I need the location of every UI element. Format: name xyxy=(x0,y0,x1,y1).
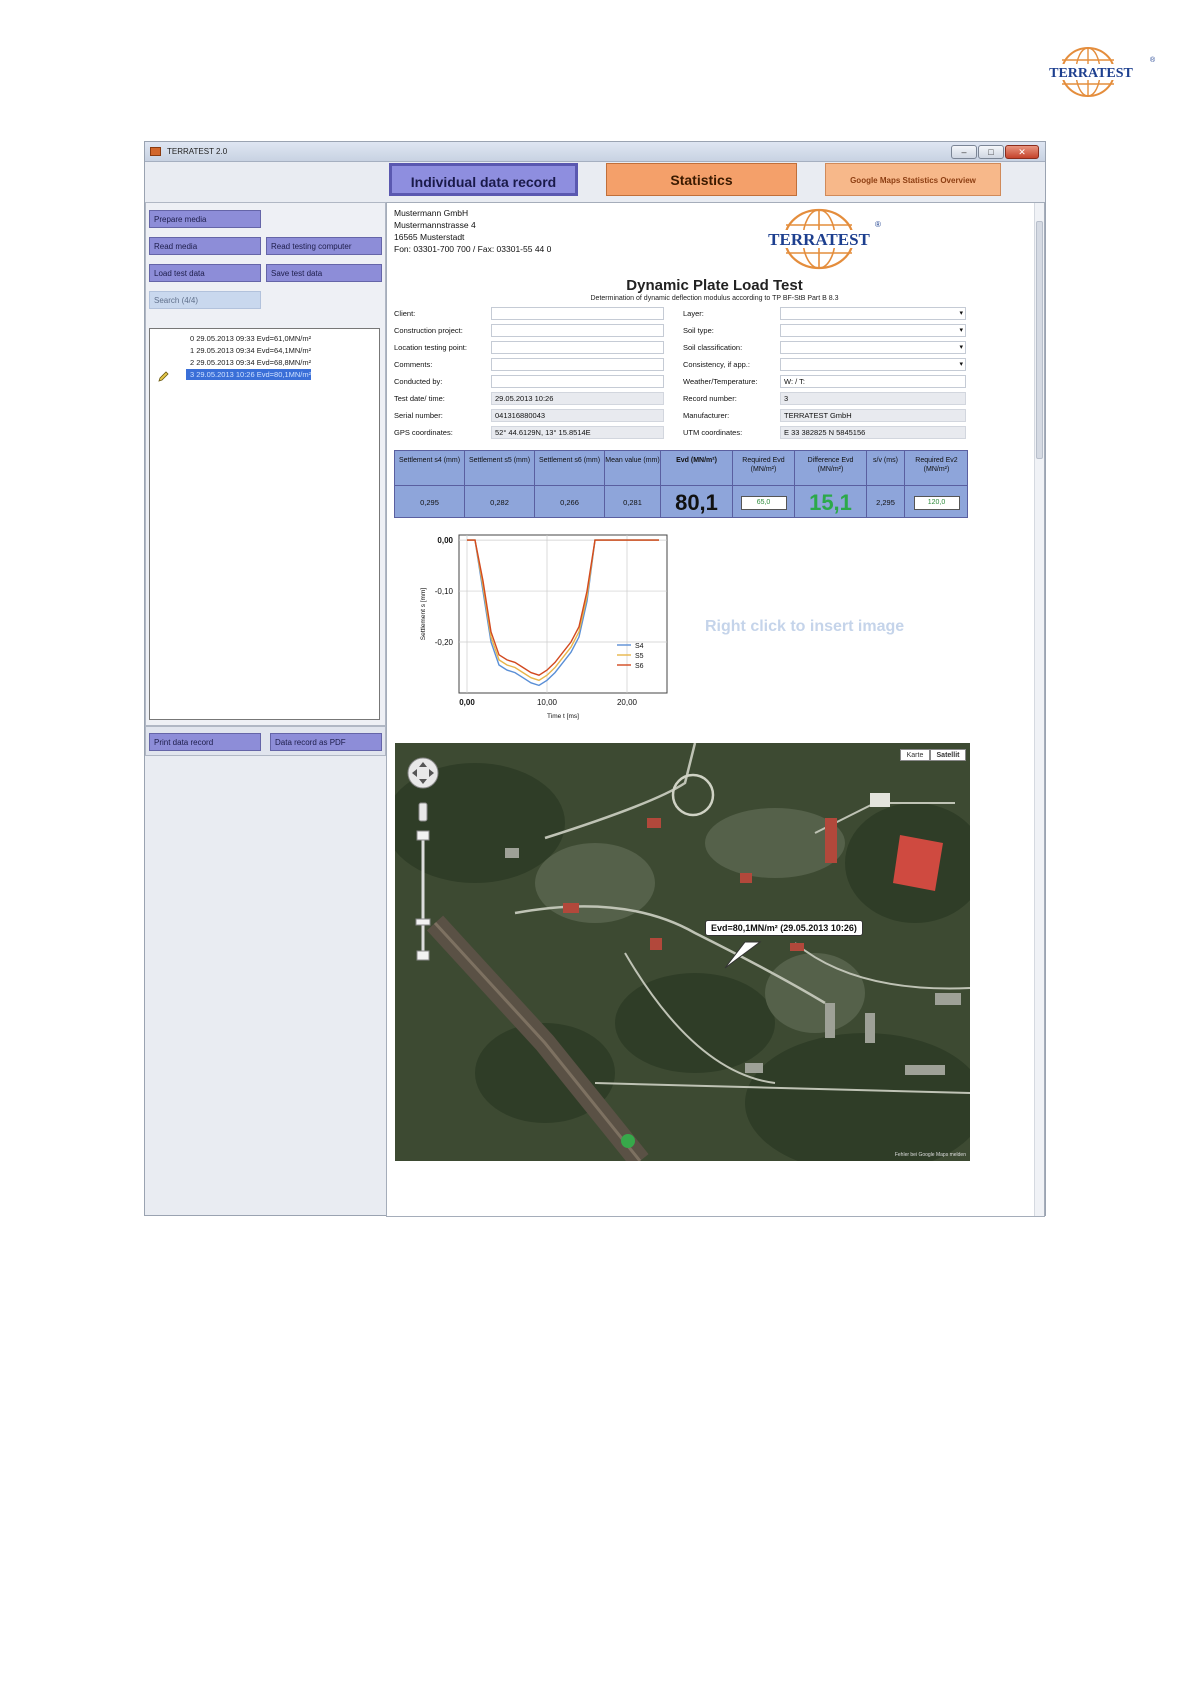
header-required-ev2: Required Ev2 (MN/m²) xyxy=(915,457,958,473)
window-title: TERRATEST 2.0 xyxy=(167,147,228,156)
map-error-report-link[interactable]: Fehler bei Google Maps melden xyxy=(894,1152,966,1158)
legend-label: S4 xyxy=(635,643,644,650)
list-item[interactable]: 2 29.05.2013 09:34 Evd=68,8MN/m² xyxy=(190,358,312,367)
map-type-map-button[interactable]: Karte xyxy=(900,749,930,761)
load-test-data-button[interactable]: Load test data xyxy=(149,264,261,282)
registered-mark: ® xyxy=(1150,57,1156,64)
chevron-down-icon: ▾ xyxy=(959,327,963,334)
field-label: Serial number: xyxy=(394,411,443,420)
record-panel xyxy=(386,202,1045,1217)
value-difference-evd: 15,1 xyxy=(795,485,867,518)
consistency-select[interactable] xyxy=(780,358,966,371)
record-logo-registered: ® xyxy=(875,220,881,229)
soil-type-select[interactable] xyxy=(780,324,966,337)
map-marker-icon[interactable] xyxy=(621,1134,635,1148)
y-tick-label: 0,00 xyxy=(437,536,453,546)
maximize-button[interactable]: □ xyxy=(978,145,1004,159)
read-testing-computer-button[interactable]: Read testing computer xyxy=(266,237,382,255)
location-testing-point-field[interactable] xyxy=(491,341,664,354)
y-tick-label: -0,20 xyxy=(434,638,453,648)
legend-label: S5 xyxy=(635,653,644,660)
field-label: Conducted by: xyxy=(394,377,443,386)
brand-name-text: TERRATEST xyxy=(1049,66,1133,81)
list-item[interactable]: 1 29.05.2013 09:34 Evd=64,1MN/m² xyxy=(190,346,312,355)
record-logo-text: TERRATEST xyxy=(768,230,870,249)
header-settlement-s5: Settlement s5 (mm) xyxy=(465,451,535,485)
tab-individual-data-record[interactable]: Individual data record xyxy=(389,163,578,196)
value-required-ev2-cell xyxy=(905,485,968,518)
field-label: GPS coordinates: xyxy=(394,428,453,437)
gps-coordinates-field: 52° 44.6129N, 13° 15.8514E xyxy=(491,426,664,439)
terratest-logo xyxy=(1040,46,1160,98)
header-difference-evd: Difference Evd (MN/m²) xyxy=(795,451,867,485)
window-titlebar xyxy=(145,142,1045,162)
insert-image-hint[interactable]: Right click to insert image xyxy=(705,618,905,635)
field-label: UTM coordinates: xyxy=(683,428,743,437)
record-title: Dynamic Plate Load Test xyxy=(626,277,803,294)
utm-coordinates-field: E 33 382825 N 5845156 xyxy=(780,426,966,439)
header-evd: Evd (MN/m²) xyxy=(661,451,733,485)
search-button[interactable]: Search (4/4) xyxy=(149,291,261,309)
x-tick-label: 0,00 xyxy=(459,698,475,707)
legend-label: S6 xyxy=(635,663,644,670)
soil-classification-select[interactable] xyxy=(780,341,966,354)
test-date-time-field: 29.05.2013 10:26 xyxy=(491,392,664,405)
comments-field[interactable] xyxy=(491,358,664,371)
field-label: Client: xyxy=(394,309,416,318)
value-settlement-s5: 0,282 xyxy=(465,485,535,518)
weather-temperature-field[interactable]: W: / T: xyxy=(780,375,966,388)
serial-number-field: 041316880043 xyxy=(491,409,664,422)
close-button[interactable]: ✕ xyxy=(1005,145,1039,159)
header-settlement-s4: Settlement s4 (mm) xyxy=(395,451,465,485)
app-window xyxy=(144,141,1046,1216)
layer-select[interactable] xyxy=(780,307,966,320)
chevron-down-icon: ▾ xyxy=(959,310,963,317)
header-s-v: s/v (ms) xyxy=(867,451,905,485)
vertical-scrollbar[interactable] xyxy=(1034,203,1044,1216)
company-name: Mustermann GmbH xyxy=(394,208,469,218)
value-s-v: 2,295 xyxy=(867,485,905,518)
record-number-field: 3 xyxy=(780,392,966,405)
save-test-data-button[interactable]: Save test data xyxy=(266,264,382,282)
chevron-down-icon: ▾ xyxy=(959,361,963,368)
value-settlement-s6: 0,266 xyxy=(535,485,605,518)
x-axis-label: Time t [ms] xyxy=(547,713,579,720)
list-item[interactable]: 0 29.05.2013 09:33 Evd=61,0MN/m² xyxy=(190,334,312,343)
app-icon xyxy=(150,147,161,156)
tab-statistics[interactable]: Statistics xyxy=(606,163,797,196)
company-street: Mustermannstrasse 4 xyxy=(394,220,476,230)
field-label: Test date/ time: xyxy=(394,394,445,403)
chevron-down-icon: ▾ xyxy=(959,344,963,351)
print-data-record-button[interactable]: Print data record xyxy=(149,733,261,751)
conducted-by-field[interactable] xyxy=(491,375,664,388)
value-settlement-s4: 0,295 xyxy=(395,485,465,518)
minimize-button[interactable]: – xyxy=(951,145,977,159)
value-mean: 0,281 xyxy=(605,485,661,518)
map-imagery xyxy=(395,743,970,1161)
field-label: Consistency, if app.: xyxy=(683,360,750,369)
scrollbar-thumb[interactable] xyxy=(1036,221,1043,459)
value-evd: 80,1 xyxy=(661,485,733,518)
sidebar-footer xyxy=(145,726,386,756)
required-evd-input[interactable]: 65,0 xyxy=(741,496,787,510)
y-tick-label: -0,10 xyxy=(434,587,453,597)
x-tick-label: 10,00 xyxy=(536,698,558,707)
map-streetview-icon[interactable] xyxy=(419,803,427,821)
field-label: Weather/Temperature: xyxy=(683,377,758,386)
zoom-in-button[interactable] xyxy=(417,831,429,840)
value-required-evd-cell xyxy=(733,485,795,518)
data-record-list[interactable] xyxy=(149,328,380,720)
map-type-satellite-button[interactable]: Satellit xyxy=(930,749,966,761)
tab-google-maps-statistics[interactable]: Google Maps Statistics Overview xyxy=(825,163,1001,196)
field-label: Construction project: xyxy=(394,326,463,335)
record-terratest-logo xyxy=(759,207,887,270)
field-label: Layer: xyxy=(683,309,704,318)
zoom-out-button[interactable] xyxy=(417,951,429,960)
field-label: Soil type: xyxy=(683,326,714,335)
record-subtitle: Determination of dynamic deflection modulus according to TP BF-StB Part B 8.3 xyxy=(590,295,839,302)
required-ev2-input[interactable]: 120,0 xyxy=(914,496,960,510)
construction-project-field[interactable] xyxy=(491,324,664,337)
results-table xyxy=(394,450,968,518)
header-required-evd: Required Evd (MN/m²) xyxy=(733,451,795,485)
client-field[interactable] xyxy=(491,307,664,320)
header-settlement-s6: Settlement s6 (mm) xyxy=(535,451,605,485)
field-label: Record number: xyxy=(683,394,737,403)
zoom-slider-thumb[interactable] xyxy=(416,919,430,925)
company-contact: Fon: 03301-700 700 / Fax: 03301-55 44 0 xyxy=(394,244,552,254)
map-info-callout: Evd=80,1MN/m² (29.05.2013 10:26) xyxy=(705,920,863,936)
read-media-button[interactable]: Read media xyxy=(149,237,261,255)
satellite-map[interactable] xyxy=(395,743,970,1161)
settlement-chart xyxy=(397,523,677,723)
manufacturer-field: TERRATEST GmbH xyxy=(780,409,966,422)
x-tick-label: 20,00 xyxy=(616,698,638,707)
list-item-selected[interactable]: 3 29.05.2013 10:26 Evd=80,1MN/m² xyxy=(186,369,311,380)
header-mean-value: Mean value (mm) xyxy=(605,451,661,485)
sidebar xyxy=(145,202,386,726)
data-record-as-pdf-button[interactable]: Data record as PDF xyxy=(270,733,382,751)
pencil-icon xyxy=(158,371,169,382)
field-label: Manufacturer: xyxy=(683,411,730,420)
y-axis-label: Settlement s [mm] xyxy=(420,587,427,641)
field-label: Location testing point: xyxy=(394,343,467,352)
field-label: Soil classification: xyxy=(683,343,743,352)
prepare-media-button[interactable]: Prepare media xyxy=(149,210,261,228)
company-city: 16565 Musterstadt xyxy=(394,232,465,242)
field-label: Comments: xyxy=(394,360,433,369)
